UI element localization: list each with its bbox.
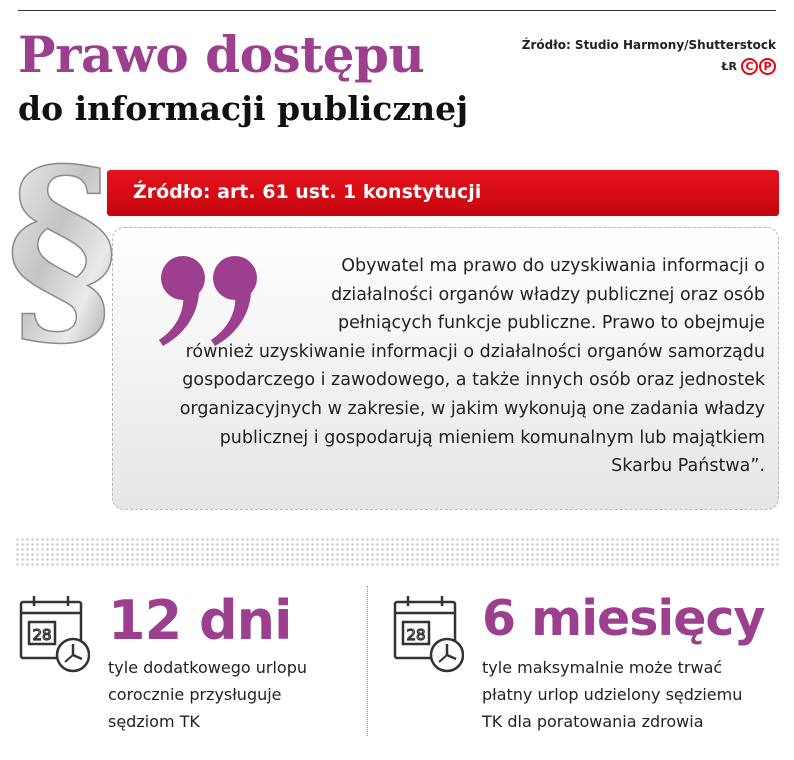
author-credit (721, 58, 776, 75)
svg-text:§: § (5, 135, 119, 345)
stat-value-months: 6 miesięcy (482, 590, 765, 647)
logo-letter-p: P (759, 58, 776, 75)
source-bar (107, 170, 779, 216)
stat-value-days: 12 dni (108, 589, 292, 652)
calendar-clock-icon (392, 592, 464, 674)
logo-letter-c: C (741, 58, 758, 75)
publisher-logo (741, 58, 776, 75)
top-rule (18, 10, 776, 11)
stat-caption-months (482, 654, 742, 735)
stat-caption-line: tyle maksymalnie może trwać (482, 658, 723, 677)
svg-text:28: 28 (406, 626, 426, 644)
dotted-separator (15, 537, 779, 567)
calendar-clock-icon (18, 592, 90, 674)
stat-caption-days (108, 654, 307, 735)
stat-caption-line: tyle dodatkowego urlopu (108, 658, 307, 677)
quote-text: Obywatel ma prawo do uzyskiwania informacji o działalności organów władzy publicznej oraz osób pełniących funkcje publiczne. Prawo to obejmuje również uzyskiwanie informacji o działalności organów samorządu gospodarczego i zawodowego, a także innych osób oraz jednostek organizacyjnych w zakresie, w jakim wykonują one zadania władzy publicznej i gospodarują mieniem komunalnym lub majątkiem Skarbu Państwa”. (179, 256, 765, 477)
stat-caption-line: corocznie przysługuje (108, 685, 282, 704)
svg-text:28: 28 (32, 626, 52, 644)
stat-caption-line: sędziom TK (108, 712, 200, 731)
page-subtitle: do informacji publicznej (18, 89, 469, 128)
author-initials: ŁR (721, 60, 737, 73)
image-source-credit: Źródło: Studio Harmony/Shutterstock (521, 38, 776, 52)
column-divider (367, 586, 368, 736)
stat-caption-line: płatny urlop udzielony sędziemu (482, 685, 743, 704)
section-sign-icon (0, 135, 150, 345)
stat-caption-line: TK dla poratowania zdrowia (482, 712, 704, 731)
page-title: Prawo dostępu (18, 25, 425, 84)
source-bar-label: Źródło: art. 61 ust. 1 konstytucji (133, 181, 482, 203)
